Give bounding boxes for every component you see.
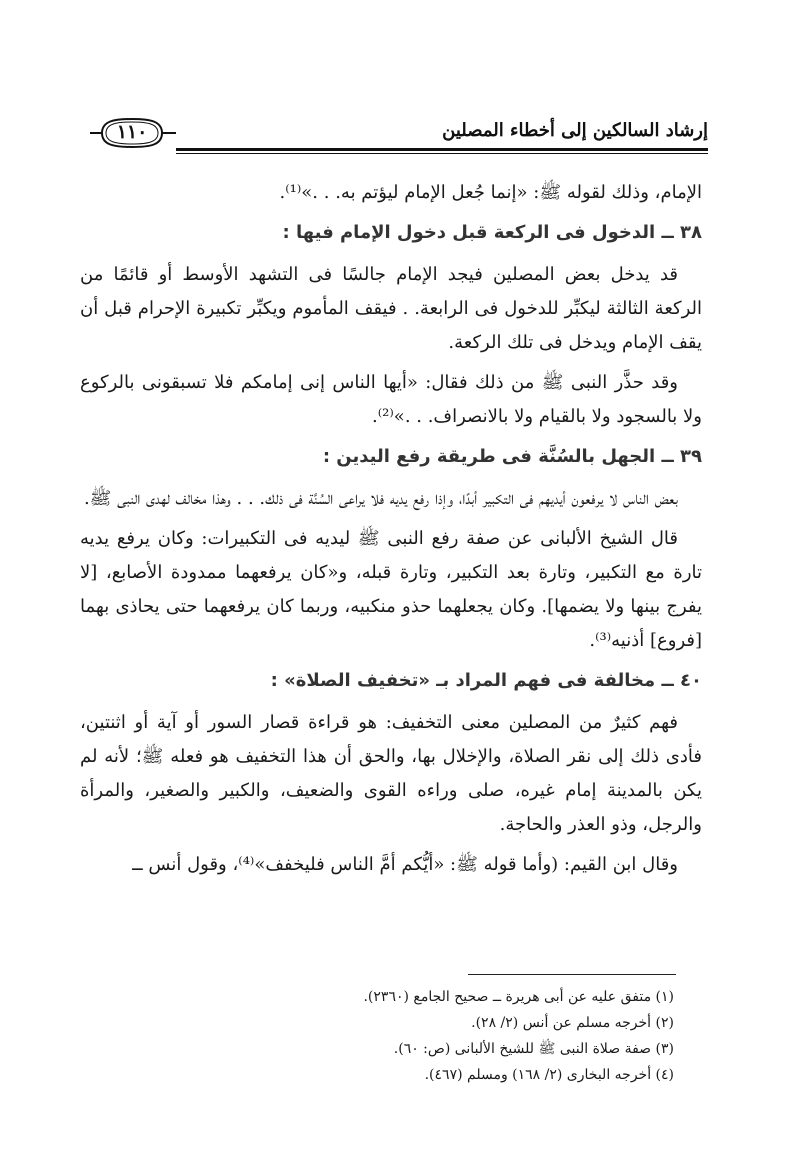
paragraph: الإمام، وذلك لقوله ﷺ: «إنما جُعل الإمام ليؤتم به. . .»⁽¹⁾. (279, 182, 702, 203)
running-title: إرشاد السالكين إلى أخطاء المصلين (442, 120, 708, 141)
footnote-separator (468, 974, 676, 975)
paragraph: وقد حذَّر النبى ﷺ من ذلك فقال: «أيها الناس إنى إمامكم فلا تسبقونى بالركوع ولا بالسجود ولا بالقيام ولا بالانصراف. . .»⁽²⁾. (80, 372, 702, 427)
paragraph: فهم كثيرٌ من المصلين معنى التخفيف: هو قراءة قصار السور أو آية أو اثنتين، فأدى ذلك إلى نقر الصلاة، والإخلال بها، والحق أن هذا التخفيف هو فعله ﷺ؛ لأنه لم يكن بالمدينة إمام غيره، صلى وراءه القوى والضعيف، والكبير والصغير، والمرأة والرجل، وذو العذر والحاجة. (80, 712, 702, 835)
page-number: ١١٠ (116, 121, 148, 143)
paragraph: قد يدخل بعض المصلين فيجد الإمام جالسًا فى التشهد الأوسط أو قائمًا من الركعة الثالثة ليكبِّر للدخول فى الرابعة. . فيقف المأموم ويكبِّر تكبيرة الإحرام قبل أن يقف الإمام ويدخل فى تلك الركعة. (80, 264, 702, 353)
section-heading-39: ٣٩ ــ الجهل بالسُنَّة فى طريقة رفع اليدين : (322, 446, 702, 467)
footnote-item: (٤) أخرجه البخارى (٢/ ١٦٨) ومسلم (٤٦٧). (424, 1067, 674, 1083)
paragraph: وقال ابن القيم: (وأما قوله ﷺ: «أيُّكم أمَّ الناس فليخفف»⁽⁴⁾، وقول أنس ــ (132, 854, 678, 875)
header-rule-thick (176, 148, 708, 151)
section-heading-40: ٤٠ ــ مخالفة فى فهم المراد بـ «تخفيف الصلاة» : (270, 670, 702, 691)
footnotes (80, 984, 674, 1088)
paragraph: قال الشيخ الألبانى عن صفة رفع النبى ﷺ ليديه فى التكبيرات: وكان يرفع يديه تارة مع التكبير، وتارة بعد التكبير، وتارة قبله، و«كان يرفعهما ممدودة الأصابع، [لا يفرج بينها ولا يضمها]. وكان يجعلهما حذو منكبيه، وربما كان يرفعهما حتى يحاذى بهما [فروع] أذنيه⁽³⁾. (80, 528, 702, 651)
footnote-item: (١) متفق عليه عن أبى هريرة ــ صحيح الجامع (٢٣٦٠). (363, 989, 674, 1005)
main-text (80, 176, 702, 888)
paragraph: بعض الناس لا يرفعون أيديهم فى التكبير أبدًا، وإذا رفع يديه فلا يراعى السُنَّة فى ذلك. . . وهذا مخالف لهدى النبى ﷺ. (83, 488, 678, 509)
footnote-item: (٢) أخرجه مسلم عن أنس (٢/ ٢٨). (471, 1015, 674, 1031)
header-rule-thin (176, 153, 708, 154)
section-heading-38: ٣٨ ــ الدخول فى الركعة قبل دخول الإمام فيها : (282, 222, 702, 243)
page-header (88, 112, 708, 158)
page-number-ornament (88, 116, 176, 150)
footnote-item: (٣) صفة صلاة النبى ﷺ للشيخ الألبانى (ص: ٦٠). (393, 1041, 674, 1057)
